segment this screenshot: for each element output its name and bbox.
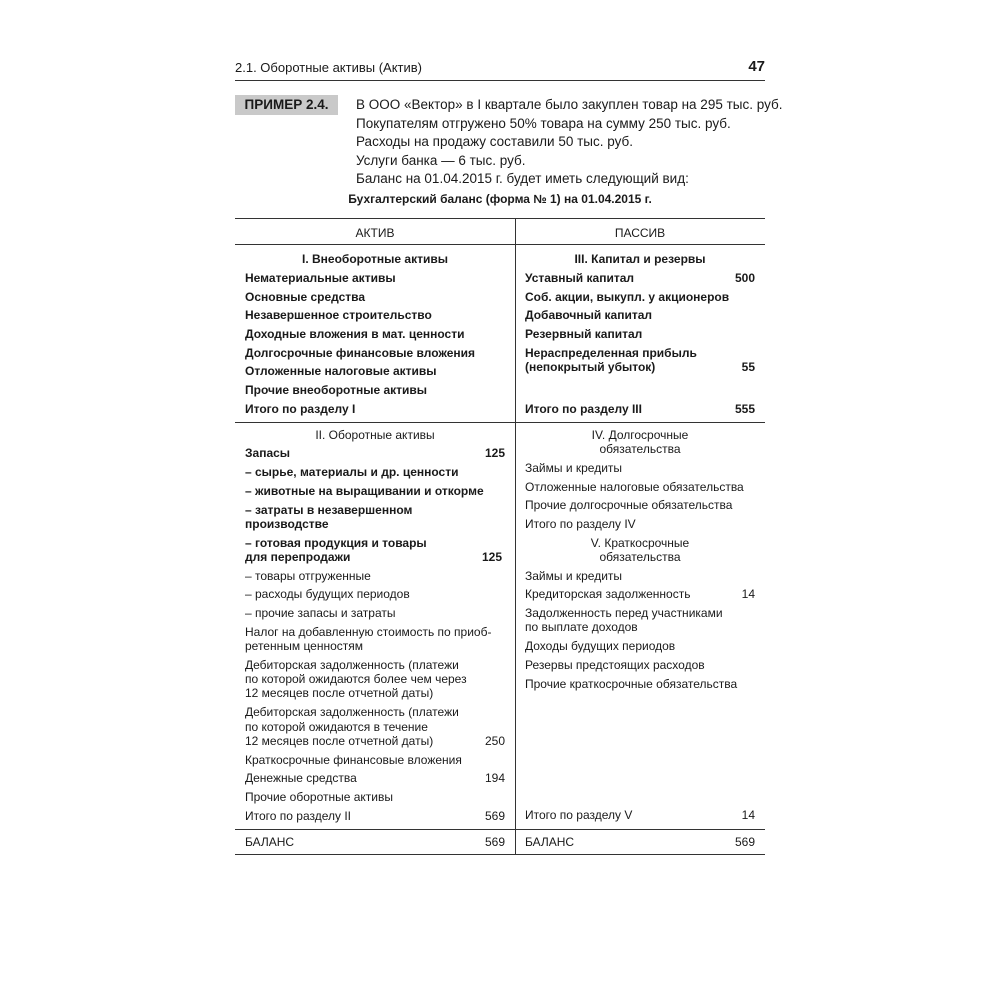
balance-value: 569 bbox=[484, 835, 505, 849]
table-row-label: – сырье, материалы и др. ценности bbox=[245, 465, 459, 479]
column-header-liabilities: ПАССИВ bbox=[614, 226, 666, 240]
table-row-label: Резервный капитал bbox=[525, 327, 643, 341]
table-bottom-rule bbox=[235, 854, 765, 855]
balance-top-rule bbox=[235, 829, 765, 830]
table-row-value: 125 bbox=[481, 550, 502, 564]
table-row-value: 125 bbox=[484, 446, 505, 460]
section-heading: IV. Долгосрочные bbox=[591, 428, 689, 442]
section-heading: I. Внеоборотные активы bbox=[302, 252, 448, 266]
table-row-label: для перепродажи bbox=[245, 550, 351, 564]
table-row-value: 194 bbox=[484, 771, 505, 785]
table-top-rule bbox=[235, 218, 765, 219]
table-row-label: – готовая продукция и товары bbox=[245, 536, 427, 550]
running-header bbox=[235, 58, 765, 81]
section-heading: обязательства bbox=[599, 442, 681, 456]
table-row-label: Нераспределенная прибыль bbox=[525, 346, 697, 360]
section-heading: обязательства bbox=[599, 550, 681, 564]
example-line: В ООО «Вектор» в I квартале было закуплен товар на 295 тыс. руб. bbox=[356, 97, 783, 112]
table-row-label: Запасы bbox=[245, 446, 291, 460]
section-heading: II. Оборотные активы bbox=[315, 428, 435, 442]
table-row-label: – расходы будущих периодов bbox=[245, 587, 410, 601]
table-row-label: Прочие краткосрочные обязательства bbox=[525, 677, 738, 691]
section-rule bbox=[235, 422, 765, 423]
table-row-label: Уставный капитал bbox=[525, 271, 634, 285]
table-row-label: 12 месяцев после отчетной даты) bbox=[245, 734, 434, 748]
section-heading: III. Капитал и резервы bbox=[574, 252, 706, 266]
page-number: 47 bbox=[748, 58, 765, 75]
table-row-label: Отложенные налоговые активы bbox=[245, 364, 437, 378]
table-row-label: Итого по разделу IV bbox=[525, 517, 636, 531]
table-row-label: Краткосрочные финансовые вложения bbox=[245, 753, 462, 767]
table-row-label: по которой ожидаются в течение bbox=[245, 720, 428, 734]
example-line: Услуги банка — 6 тыс. руб. bbox=[356, 152, 526, 168]
example-line: Расходы на продажу составили 50 тыс. руб. bbox=[356, 134, 633, 149]
table-row-label: Резервы предстоящих расходов bbox=[525, 658, 705, 672]
table-row-label: Нематериальные активы bbox=[245, 271, 396, 285]
table-row-label: по выплате доходов bbox=[525, 620, 638, 634]
table-row-label: 12 месяцев после отчетной даты) bbox=[245, 686, 434, 700]
table-row-label: Итого по разделу III bbox=[525, 402, 642, 416]
example-line: Покупателям отгружено 50% товара на сумму 250 тыс. руб. bbox=[356, 115, 731, 131]
table-row-label: Доходы будущих периодов bbox=[525, 639, 676, 653]
table-row-label: Соб. акции, выкупл. у акционеров bbox=[525, 290, 730, 304]
table-title: Бухгалтерский баланс (форма № 1) на 01.04.2015 г. bbox=[348, 192, 652, 206]
table-header-rule bbox=[235, 244, 765, 245]
section-title: 2.1. Оборотные активы (Актив) bbox=[235, 60, 423, 75]
table-row-label: Налог на добавленную стоимость по приоб- bbox=[245, 625, 492, 639]
table-row-label: Незавершенное строительство bbox=[245, 308, 432, 322]
table-row-label: Денежные средства bbox=[245, 771, 357, 785]
table-row-value: 555 bbox=[734, 402, 755, 416]
table-row-value: 55 bbox=[741, 360, 755, 374]
example-text bbox=[356, 96, 783, 189]
column-header-assets: АКТИВ bbox=[355, 226, 395, 240]
table-row-label: Итого по разделу II bbox=[245, 809, 352, 823]
table-row-label: Итого по разделу V bbox=[525, 808, 633, 822]
table-row-label: Дебиторская задолженность (платежи bbox=[245, 658, 459, 672]
table-row-label: Кредиторская задолженность bbox=[525, 587, 691, 601]
table-row-label: Итого по разделу I bbox=[245, 402, 356, 416]
table-row-label: Прочие оборотные активы bbox=[245, 790, 393, 804]
table-row-label: Прочие долгосрочные обязательства bbox=[525, 498, 733, 512]
balance-label: БАЛАНС bbox=[525, 835, 575, 849]
table-row-label: Долгосрочные финансовые вложения bbox=[245, 346, 476, 360]
table-row-label: Займы и кредиты bbox=[525, 461, 623, 475]
table-row-label: Отложенные налоговые обязательства bbox=[525, 480, 744, 494]
balance-value: 569 bbox=[734, 835, 755, 849]
balance-label: БАЛАНС bbox=[245, 835, 295, 849]
column-divider bbox=[515, 218, 516, 854]
table-row-value: 500 bbox=[734, 271, 755, 285]
table-row-label: ретенным ценностям bbox=[245, 639, 364, 653]
table-row-value: 569 bbox=[484, 809, 505, 823]
table-row-value: 14 bbox=[741, 808, 755, 822]
table-row-label: – затраты в незавершенном bbox=[245, 503, 413, 517]
table-row-value: 250 bbox=[484, 734, 505, 748]
table-row-label: Добавочный капитал bbox=[525, 308, 653, 322]
table-row-label: Дебиторская задолженность (платежи bbox=[245, 705, 459, 719]
table-row-label: – прочие запасы и затраты bbox=[245, 606, 396, 620]
table-row-label: Займы и кредиты bbox=[525, 569, 623, 583]
table-row-label: Задолженность перед участниками bbox=[525, 606, 723, 620]
example-line: Баланс на 01.04.2015 г. будет иметь следующий вид: bbox=[356, 171, 689, 186]
section-heading: V. Краткосрочные bbox=[590, 536, 690, 550]
table-row-label: (непокрытый убыток) bbox=[525, 360, 656, 374]
table-row-label: – животные на выращивании и откорме bbox=[245, 484, 484, 498]
table-row-label: Доходные вложения в мат. ценности bbox=[245, 327, 465, 341]
table-row-label: производстве bbox=[245, 517, 329, 531]
table-row-label: Прочие внеоборотные активы bbox=[245, 383, 428, 397]
table-row-value: 14 bbox=[741, 587, 755, 601]
table-row-label: по которой ожидаются более чем через bbox=[245, 672, 467, 686]
table-row-label: Основные средства bbox=[245, 290, 366, 304]
example-label: ПРИМЕР 2.4. bbox=[235, 95, 338, 115]
table-row-label: – товары отгруженные bbox=[245, 569, 371, 583]
